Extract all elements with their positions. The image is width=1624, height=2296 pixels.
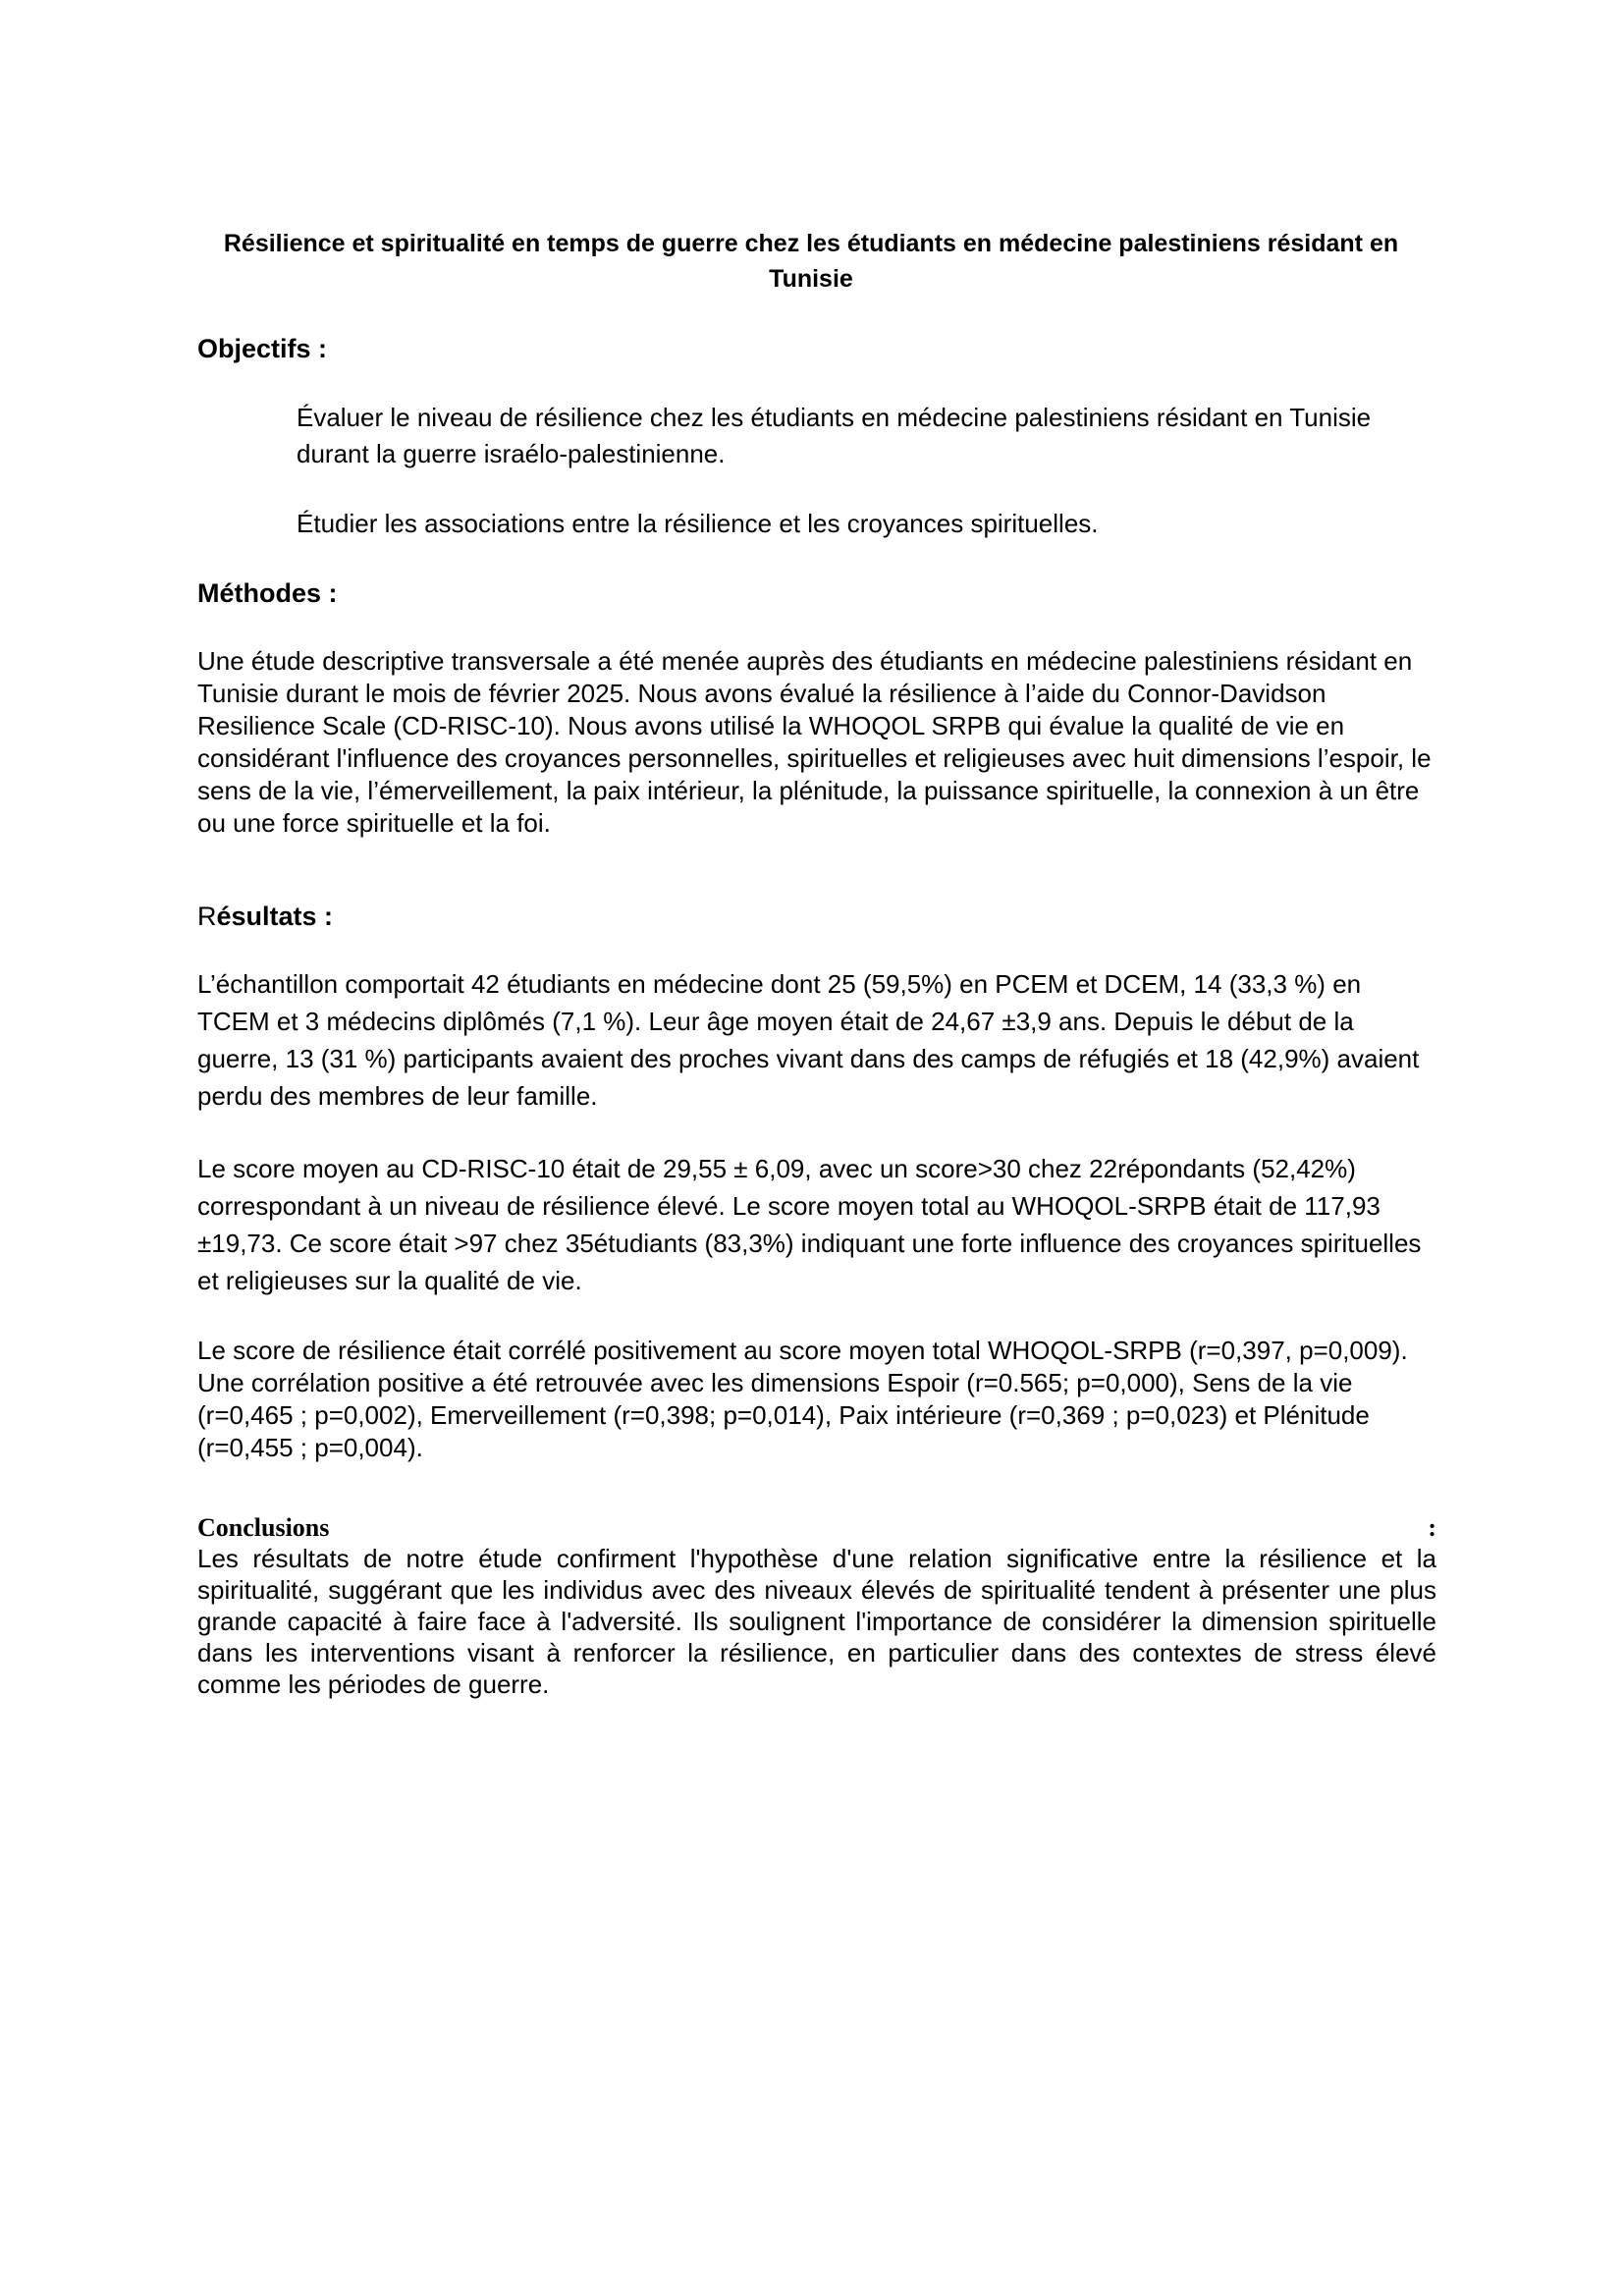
objective-item-2: Étudier les associations entre la résilience et les croyances spirituelles. (297, 509, 1099, 538)
conclusions-heading-colon: : (1428, 1513, 1436, 1542)
objective-item-1: Évaluer le niveau de résilience chez les étudiants en médecine palestiniens résidant en Tunisie durant la guerre israélo-palestinienne. (297, 403, 1372, 468)
resultats-heading-initial: R (197, 902, 217, 931)
resultats-heading (197, 899, 333, 934)
resultats-heading-rest: ésultats : (216, 902, 334, 931)
conclusions-heading-label: Conclusions (197, 1513, 330, 1542)
resultats-paragraph-2: Le score moyen au CD-RISC-10 était de 29,55 ± 6,09, avec un score>30 chez 22répondants (52,42%) correspondant à un niveau de résilience élevé. Le score moyen total au WHOQOL-SRPB était de 117,93 ±19,73. Ce score était >97 chez 35étudiants (83,3%) indiquant une forte influence des croyances spirituelles et religieuses sur la qualité de vie. (197, 1154, 1422, 1295)
resultats-paragraph-3: Le score de résilience était corrélé positivement au score moyen total WHOQOL-SRPB (r=0,397, p=0,009). Une corrélation positive a été retrouvée avec les dimensions Espoir (r=0.565; p=0,000), Sens de la vie (r=0,465 ; p=0,002), Emerveillement (r=0,398; p=0,014), Paix intérieure (r=0,369 ; p=0,023) et Plénitude (r=0,455 ; p=0,004). (197, 1336, 1408, 1462)
methodes-heading: Méthodes : (197, 578, 338, 608)
conclusions-paragraph: Les résultats de notre étude confirment l'hypothèse d'une relation significative entre la résilience et la spiritualité, suggérant que les individus avec des niveaux élevés de spiritualité tendent à présenter une plus grande capacité à faire face à l'adversité. Ils soulignent l'importance de considérer la dimension spirituelle dans les interventions visant à renforcer la résilience, en particulier dans des contextes de stress élevé comme les périodes de guerre. (197, 1544, 1436, 1699)
resultats-paragraph-1: L’échantillon comportait 42 étudiants en médecine dont 25 (59,5%) en PCEM et DCEM, 14 (33,3 %) en TCEM et 3 médecins diplômés (7,1 %). Leur âge moyen était de 24,67 ±3,9 ans. Depuis le début de la guerre, 13 (31 %) participants avaient des proches vivant dans des camps de réfugiés et 18 (42,9%) avaient perdu des membres de leur famille. (197, 969, 1420, 1111)
objectifs-heading: Objectifs : (197, 334, 328, 363)
conclusions-heading (197, 1512, 1436, 1544)
methodes-paragraph: Une étude descriptive transversale a été menée auprès des étudiants en médecine palestiniens résidant en Tunisie durant le mois de février 2025. Nous avons évalué la résilience à l’aide du Connor-Davidson Resilience Scale (CD-RISC-10). Nous avons utilisé la WHOQOL SRPB qui évalue la qualité de vie en considérant l'influence des croyances personnelles, spirituelles et religieuses avec huit dimensions l’espoir, le sens de la vie, l’émerveillement, la paix intérieur, la plénitude, la puissance spirituelle, la connexion à un être ou une force spirituelle et la foi. (197, 646, 1432, 838)
document-title: Résilience et spiritualité en temps de guerre chez les étudiants en médecine palestiniens résidant en Tunisie (223, 230, 1399, 293)
